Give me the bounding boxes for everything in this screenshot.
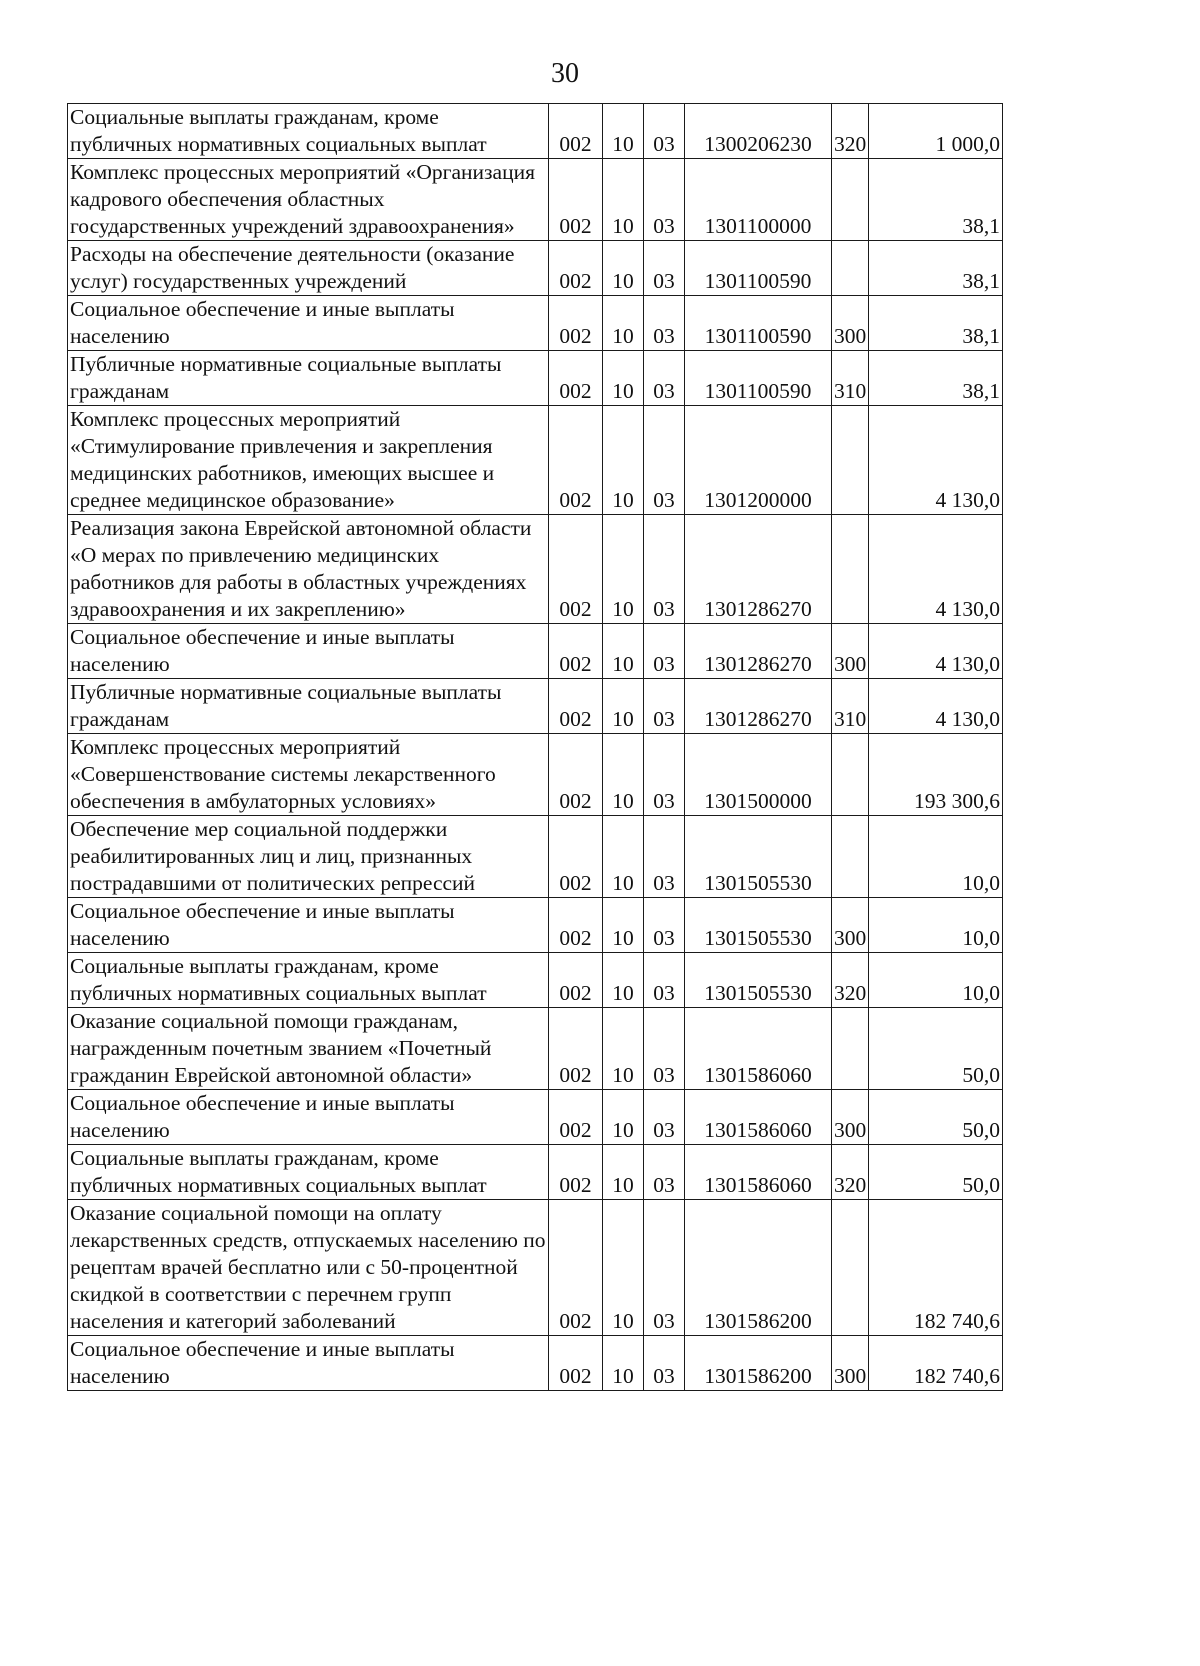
expense-type-code: 310 — [832, 679, 869, 734]
ministry-code: 002 — [549, 816, 603, 898]
amount: 4 130,0 — [869, 624, 1003, 679]
ministry-code: 002 — [549, 624, 603, 679]
row-description: Социальное обеспечение и иные выплаты населению — [68, 1090, 549, 1145]
ministry-code: 002 — [549, 241, 603, 296]
ministry-code: 002 — [549, 734, 603, 816]
target-article-code: 1301286270 — [685, 679, 832, 734]
expense-type-code — [832, 734, 869, 816]
amount: 38,1 — [869, 351, 1003, 406]
table-row — [68, 1008, 1003, 1090]
ministry-code: 002 — [549, 406, 603, 515]
subsection-code: 03 — [644, 104, 685, 159]
amount: 182 740,6 — [869, 1336, 1003, 1391]
amount: 38,1 — [869, 296, 1003, 351]
row-description: Социальное обеспечение и иные выплаты населению — [68, 624, 549, 679]
ministry-code: 002 — [549, 1090, 603, 1145]
subsection-code: 03 — [644, 1200, 685, 1336]
table-row — [68, 734, 1003, 816]
target-article-code: 1301100590 — [685, 351, 832, 406]
expense-type-code: 320 — [832, 104, 869, 159]
row-description: Комплекс процессных мероприятий «Совершенствование системы лекарственного обеспечения в амбулаторных условиях» — [68, 734, 549, 816]
expense-type-code: 320 — [832, 1145, 869, 1200]
table-row — [68, 241, 1003, 296]
subsection-code: 03 — [644, 1008, 685, 1090]
target-article-code: 1301200000 — [685, 406, 832, 515]
target-article-code: 1301500000 — [685, 734, 832, 816]
amount: 4 130,0 — [869, 515, 1003, 624]
subsection-code: 03 — [644, 816, 685, 898]
amount: 38,1 — [869, 159, 1003, 241]
expense-type-code — [832, 816, 869, 898]
expense-type-code — [832, 159, 869, 241]
ministry-code: 002 — [549, 953, 603, 1008]
row-description: Социальные выплаты гражданам, кроме публичных нормативных социальных выплат — [68, 1145, 549, 1200]
target-article-code: 1301586060 — [685, 1008, 832, 1090]
amount: 50,0 — [869, 1008, 1003, 1090]
subsection-code: 03 — [644, 1336, 685, 1391]
expense-type-code — [832, 1200, 869, 1336]
amount: 182 740,6 — [869, 1200, 1003, 1336]
target-article-code: 1301586060 — [685, 1090, 832, 1145]
table-row — [68, 515, 1003, 624]
table-row — [68, 679, 1003, 734]
section-code: 10 — [603, 515, 644, 624]
row-description: Социальное обеспечение и иные выплаты населению — [68, 1336, 549, 1391]
row-description: Расходы на обеспечение деятельности (оказание услуг) государственных учреждений — [68, 241, 549, 296]
subsection-code: 03 — [644, 296, 685, 351]
row-description: Социальные выплаты гражданам, кроме публичных нормативных социальных выплат — [68, 953, 549, 1008]
amount: 4 130,0 — [869, 679, 1003, 734]
subsection-code: 03 — [644, 1090, 685, 1145]
target-article-code: 1301505530 — [685, 816, 832, 898]
expense-type-code — [832, 1008, 869, 1090]
amount: 10,0 — [869, 898, 1003, 953]
table-row — [68, 351, 1003, 406]
subsection-code: 03 — [644, 406, 685, 515]
subsection-code: 03 — [644, 624, 685, 679]
expense-type-code — [832, 515, 869, 624]
subsection-code: 03 — [644, 241, 685, 296]
expense-type-code: 300 — [832, 1336, 869, 1391]
target-article-code: 1300206230 — [685, 104, 832, 159]
section-code: 10 — [603, 953, 644, 1008]
subsection-code: 03 — [644, 953, 685, 1008]
ministry-code: 002 — [549, 351, 603, 406]
ministry-code: 002 — [549, 1336, 603, 1391]
section-code: 10 — [603, 624, 644, 679]
row-description: Оказание социальной помощи гражданам, награжденным почетным званием «Почетный гражданин Еврейской автономной области» — [68, 1008, 549, 1090]
ministry-code: 002 — [549, 898, 603, 953]
row-description: Обеспечение мер социальной поддержки реабилитированных лиц и лиц, признанных пострадавшими от политических репрессий — [68, 816, 549, 898]
budget-table-body — [68, 104, 1003, 1391]
target-article-code: 1301100590 — [685, 241, 832, 296]
table-row — [68, 953, 1003, 1008]
amount: 50,0 — [869, 1090, 1003, 1145]
section-code: 10 — [603, 679, 644, 734]
section-code: 10 — [603, 898, 644, 953]
section-code: 10 — [603, 816, 644, 898]
target-article-code: 1301586200 — [685, 1200, 832, 1336]
row-description: Социальное обеспечение и иные выплаты населению — [68, 898, 549, 953]
row-description: Публичные нормативные социальные выплаты гражданам — [68, 679, 549, 734]
section-code: 10 — [603, 296, 644, 351]
section-code: 10 — [603, 1336, 644, 1391]
table-row — [68, 898, 1003, 953]
budget-table — [67, 103, 1003, 1391]
target-article-code: 1301100590 — [685, 296, 832, 351]
table-row — [68, 816, 1003, 898]
amount: 50,0 — [869, 1145, 1003, 1200]
amount: 4 130,0 — [869, 406, 1003, 515]
subsection-code: 03 — [644, 351, 685, 406]
table-row — [68, 296, 1003, 351]
table-row — [68, 406, 1003, 515]
subsection-code: 03 — [644, 898, 685, 953]
target-article-code: 1301586200 — [685, 1336, 832, 1391]
page-number: 30 — [551, 58, 579, 89]
row-description: Социальные выплаты гражданам, кроме публичных нормативных социальных выплат — [68, 104, 549, 159]
table-row — [68, 1145, 1003, 1200]
subsection-code: 03 — [644, 679, 685, 734]
target-article-code: 1301586060 — [685, 1145, 832, 1200]
ministry-code: 002 — [549, 515, 603, 624]
row-description: Комплекс процессных мероприятий «Организация кадрового обеспечения областных государственных учреждений здравоохранения» — [68, 159, 549, 241]
expense-type-code: 300 — [832, 296, 869, 351]
expense-type-code — [832, 406, 869, 515]
row-description: Комплекс процессных мероприятий «Стимулирование привлечения и закрепления медицинских работников, имеющих высшее и среднее медицинское образование» — [68, 406, 549, 515]
table-row — [68, 104, 1003, 159]
row-description: Публичные нормативные социальные выплаты гражданам — [68, 351, 549, 406]
section-code: 10 — [603, 159, 644, 241]
ministry-code: 002 — [549, 1145, 603, 1200]
section-code: 10 — [603, 351, 644, 406]
ministry-code: 002 — [549, 1008, 603, 1090]
expense-type-code: 300 — [832, 1090, 869, 1145]
subsection-code: 03 — [644, 159, 685, 241]
subsection-code: 03 — [644, 1145, 685, 1200]
amount: 193 300,6 — [869, 734, 1003, 816]
table-row — [68, 1336, 1003, 1391]
section-code: 10 — [603, 1145, 644, 1200]
row-description: Оказание социальной помощи на оплату лекарственных средств, отпускаемых населению по рецептам врачей бесплатно или с 50-процентной скидкой в соответствии с перечнем групп населения и категорий заболеваний — [68, 1200, 549, 1336]
section-code: 10 — [603, 104, 644, 159]
amount: 38,1 — [869, 241, 1003, 296]
table-row — [68, 1200, 1003, 1336]
expense-type-code: 300 — [832, 624, 869, 679]
amount: 1 000,0 — [869, 104, 1003, 159]
table-row — [68, 624, 1003, 679]
ministry-code: 002 — [549, 1200, 603, 1336]
row-description: Социальное обеспечение и иные выплаты населению — [68, 296, 549, 351]
expense-type-code: 310 — [832, 351, 869, 406]
subsection-code: 03 — [644, 734, 685, 816]
section-code: 10 — [603, 734, 644, 816]
section-code: 10 — [603, 1200, 644, 1336]
section-code: 10 — [603, 1008, 644, 1090]
target-article-code: 1301505530 — [685, 898, 832, 953]
amount: 10,0 — [869, 953, 1003, 1008]
ministry-code: 002 — [549, 159, 603, 241]
expense-type-code: 320 — [832, 953, 869, 1008]
ministry-code: 002 — [549, 296, 603, 351]
expense-type-code: 300 — [832, 898, 869, 953]
target-article-code: 1301286270 — [685, 624, 832, 679]
target-article-code: 1301286270 — [685, 515, 832, 624]
subsection-code: 03 — [644, 515, 685, 624]
ministry-code: 002 — [549, 104, 603, 159]
target-article-code: 1301505530 — [685, 953, 832, 1008]
section-code: 10 — [603, 241, 644, 296]
target-article-code: 1301100000 — [685, 159, 832, 241]
table-row — [68, 1090, 1003, 1145]
table-row — [68, 159, 1003, 241]
section-code: 10 — [603, 406, 644, 515]
row-description: Реализация закона Еврейской автономной области «О мерах по привлечению медицинских работников для работы в областных учреждениях здравоохранения и их закреплению» — [68, 515, 549, 624]
ministry-code: 002 — [549, 679, 603, 734]
amount: 10,0 — [869, 816, 1003, 898]
expense-type-code — [832, 241, 869, 296]
section-code: 10 — [603, 1090, 644, 1145]
